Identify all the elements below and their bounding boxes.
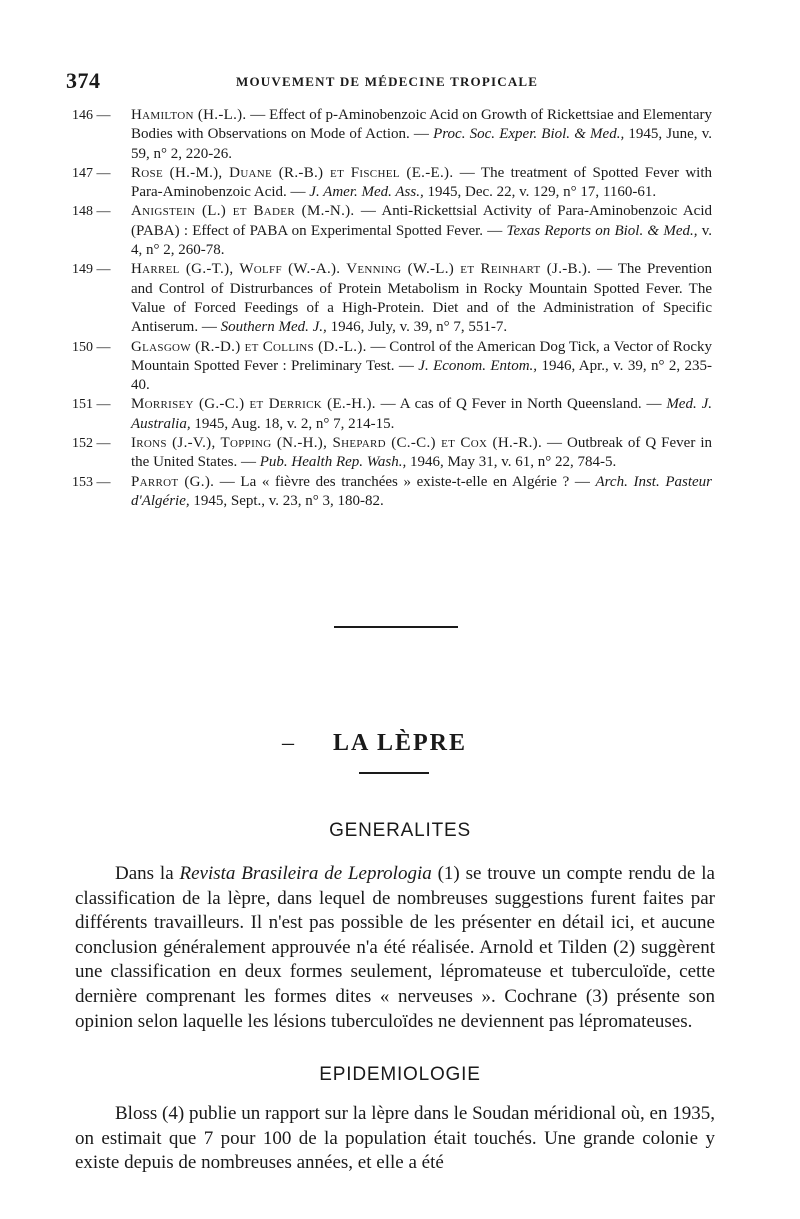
reference-journal: Med. J. Australia, [131,396,712,432]
reference-title: — The treatment of Spotted Fever with Para-Aminobenzoic Acid. — [131,164,712,201]
reference-title: — The Prevention and Control of Distrurbances of Protein Metabolism in Rocky Mountain Spotted Fever. The Value of Forced Feedings of a High-Protein. Diet and of the Administration of Specific Antiserum. — [131,261,712,336]
reference-journal: Texas Reports on Biol. & Med., [506,222,698,239]
reference-journal: Proc. Soc. Exper. Biol. & Med., [433,126,625,143]
section-title: LA LÈPRE [332,730,468,756]
reference-title: — Control of the American Dog Tick, a Vector of Rocky Mountain Spotted Fever : Preliminary Test. — [131,338,712,374]
reference-details: 1945, Dec. 22, v. 129, n° 17, 1160-61. [423,184,657,201]
section-divider [334,626,458,628]
title-dash: – [282,730,296,756]
paragraph-generalites [75,862,715,1034]
reference-details: 1945, Sept., v. 23, n° 3, 180-82. [189,492,384,509]
reference-title: — A cas of Q Fever in North Queensland. — [375,396,667,413]
reference-details: v. 4, n° 2, 260-78. [131,222,713,259]
reference-title: — Effect of p-Aminobenzoic Acid on Growth of Rickettsiae and Elementary Bodies with Observations on Mode of Action. — [131,107,712,143]
reference-title: — Anti-Rickettsial Activity of Para-Aminobenzoic Acid (PABA) : Effect of PABA on Experimental Spotted Fever. — [131,203,712,239]
page-header [66,68,716,92]
paragraph-epidemiologie: Bloss (4) publie un rapport sur la lèpre dans le Soudan méridional où, en 1935, on estimait que 7 pour 100 de la population était touchés. Une grande colonie y existe depuis de nombreuses années, et elle a été [75,1103,715,1174]
reference-details: 1946, Apr., v. 39, n° 2, 235-40. [131,357,712,394]
reference-item [72,338,712,396]
reference-number: 146 — [72,108,111,123]
reference-details: 1946, July, v. 39, n° 7, 551-7. [326,319,508,336]
reference-item [72,106,712,164]
reference-title: — Outbreak of Q Fever in the United States. — [131,435,713,471]
reference-journal: Southern Med. J., [220,319,327,336]
reference-authors: Hamilton (H.-L.). [131,107,247,123]
reference-authors: Harrel (G.-T.), Wolff (W.-A.). Venning (W.-L.) et Reinhart (J.-B.). [131,261,592,278]
reference-journal: Arch. Inst. Pasteur d'Algérie, [131,473,712,509]
reference-authors: Parrot (G.). [131,473,215,490]
title-underline [359,772,429,774]
reference-journal: J. Econom. Entom., [418,357,538,374]
running-title: MOUVEMENT DE MÉDECINE TROPICALE [236,74,539,89]
reference-authors: Rose (H.-M.), Duane (R.-B.) et Fischel (E.-E.). [131,164,454,181]
reference-authors: Morrisey (G.-C.) et Derrick (E.-H.). [131,396,376,413]
paragraph-journal: Revista Brasileira de Leprologia [179,863,432,884]
reference-title: — La « fièvre des tranchées » existe-t-elle en Algérie ? — [214,473,596,490]
reference-number: 152 — [72,436,111,452]
reference-authors: Anigstein (L.) et Bader (M.-N.). [131,203,355,220]
reference-authors: Irons (J.-V.), Topping (N.-H.), Shepard (C.-C.) et Cox (H.-R.). [131,435,543,452]
reference-item [72,473,712,512]
reference-details: 1945, Aug. 18, v. 2, n° 7, 214-15. [190,415,395,432]
reference-item [72,202,712,260]
page-number: 374 [66,68,101,93]
reference-number: 151 — [72,397,111,413]
reference-details: 1946, May 31, v. 61, n° 22, 784-5. [406,454,617,471]
paragraph-text: Dans la [115,863,180,884]
reference-list [72,106,712,511]
paragraph-text: (1) se trouve un compte rendu de la classification de la lèpre, dans lequel de nombreuses suggestions furent faites par différents travailleurs. Il n'est pas possible de les présenter en détail ici, et aucune conclusion généralement approuvée n'a été réalisée. Arnold et Tilden (2) suggèrent une classification en deux formes seulement, lépromateuse et tuberculoïde, cette dernière comprenant les formes dites « nerveuses ». Cochrane (3) présente son opinion selon laquelle les lésions tuberculoïdes ne deviennent pas lépromateuses. [75,863,715,1032]
reference-item [72,164,712,203]
reference-item [72,395,712,434]
reference-number: 150 — [72,339,111,355]
heading-epidemiologie: EPIDEMIOLOGIE [319,1064,481,1085]
reference-item [72,434,712,473]
heading-generalites: GENERALITES [329,820,471,841]
reference-journal: J. Amer. Med. Ass., [309,184,424,201]
reference-journal: Pub. Health Rep. Wash., [259,454,407,471]
reference-number: 149 — [72,262,111,278]
section-title-block [0,730,800,757]
reference-authors: Glasgow (R.-D.) et Collins (D.-L.). [131,338,367,355]
reference-details: 1945, June, v. 59, n° 2, 220-26. [131,126,712,162]
reference-number: 153 — [72,474,111,490]
reference-number: 147 — [72,165,111,181]
reference-item [72,260,712,337]
reference-number: 148 — [72,204,111,220]
